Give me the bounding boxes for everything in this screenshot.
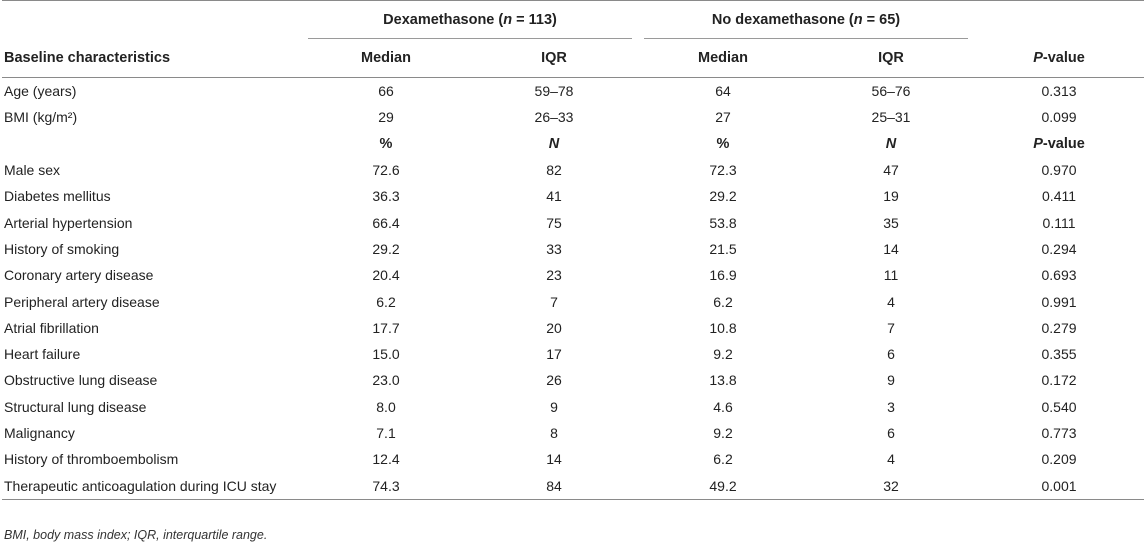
group-header-no-dexamethasone: [638, 1, 974, 40]
empty-header-cell: [974, 1, 1144, 40]
cell-n-1: 7: [550, 293, 558, 310]
cell-p-value: 0.001: [974, 472, 1144, 499]
table-row: [2, 78, 1144, 105]
group-underline: [308, 38, 632, 39]
cell-n-2: 4: [887, 451, 895, 468]
cell-percent-2: 10.8: [709, 319, 737, 336]
cell-p-value: 0.294: [1041, 240, 1077, 257]
table-footnote: BMI, body mass index; IQR, interquartile range.: [4, 528, 268, 542]
cell-median-2: 64: [715, 83, 731, 100]
cell-n-2: 47: [883, 162, 899, 179]
table-row: [2, 315, 1144, 341]
table-row: [2, 236, 1144, 262]
cell-p-value: 0.313: [1041, 83, 1077, 100]
table-row: [2, 104, 1144, 130]
cell-n-2: 9: [887, 372, 895, 389]
cell-n-2: 3: [887, 398, 895, 415]
cell-p-value: 0.355: [1041, 346, 1077, 363]
row-label: Malignancy: [4, 425, 75, 441]
table-row: [2, 367, 1144, 393]
group-header-row: [2, 1, 1144, 40]
table-row: [2, 341, 1144, 367]
cell-n-2: 14: [883, 240, 899, 257]
cell-percent-1: 6.2: [376, 293, 396, 310]
cell-n-2: 32: [808, 472, 974, 499]
cell-percent-1: 29.2: [372, 240, 400, 257]
cell-percent-1: 12.4: [372, 451, 400, 468]
table-row: [2, 183, 1144, 209]
group-count: = 65): [862, 12, 901, 28]
cell-p-value: 0.411: [1042, 188, 1077, 205]
row-label: Diabetes mellitus: [4, 188, 111, 205]
cell-p-value: 0.172: [1041, 372, 1077, 389]
row-label: Arterial hypertension: [4, 214, 133, 231]
cell-n-1: 23: [546, 267, 562, 284]
column-header-median-1: Median: [302, 39, 470, 78]
cell-p-value: 0.991: [1041, 293, 1077, 310]
cell-n-1: 8: [550, 425, 558, 441]
cell-percent-1: 72.6: [372, 162, 400, 179]
cell-percent-2: 6.2: [713, 293, 733, 310]
row-label: Therapeutic anticoagulation during ICU stay: [2, 472, 302, 499]
row-label: Atrial fibrillation: [4, 319, 99, 336]
cell-percent-1: 8.0: [376, 398, 396, 415]
cell-median-2: 27: [715, 109, 731, 126]
cell-n-2: 6: [887, 346, 895, 363]
subheader-p-value: [974, 131, 1144, 157]
p-suffix: -value: [1042, 135, 1085, 152]
cell-n-1: 82: [546, 162, 562, 179]
cell-percent-2: 9.2: [713, 346, 733, 363]
cell-n-1: 9: [550, 398, 558, 415]
cell-p-value: 0.693: [1041, 267, 1077, 284]
table-row: [2, 262, 1144, 288]
row-label: Age (years): [4, 83, 77, 100]
group-count: = 113): [512, 12, 557, 28]
cell-iqr-1: 26–33: [534, 109, 574, 126]
cell-percent-2: 9.2: [713, 425, 733, 441]
subheader-n-1: N: [548, 135, 560, 152]
cell-n-1: 14: [546, 451, 562, 468]
subheader-percent-1: %: [379, 135, 393, 152]
cell-percent-1: 20.4: [372, 267, 400, 284]
cell-p-value: 0.773: [1041, 425, 1077, 441]
cell-n-2: 19: [883, 188, 899, 205]
column-header-characteristics: Baseline characteristics: [2, 39, 302, 78]
cell-n-1: 20: [546, 319, 562, 336]
cell-p-value: 0.099: [1041, 109, 1077, 126]
row-label: Heart failure: [4, 346, 81, 363]
cell-percent-2: 29.2: [709, 188, 737, 205]
cell-n-2: 35: [883, 214, 899, 231]
cell-percent-1: 17.7: [372, 319, 400, 336]
cell-n-1: 26: [546, 372, 562, 389]
cell-p-value: 0.970: [1041, 162, 1077, 179]
column-header-iqr-2: IQR: [808, 39, 974, 78]
cell-percent-1: 74.3: [302, 472, 470, 499]
row-label: History of smoking: [4, 240, 120, 257]
table-row: [2, 394, 1144, 420]
empty-header-cell: [2, 1, 302, 40]
cell-percent-1: 23.0: [372, 372, 400, 389]
row-label: Male sex: [4, 162, 61, 179]
p-symbol: P: [1033, 135, 1043, 152]
cell-percent-2: 53.8: [709, 214, 737, 231]
group-header-dexamethasone: [302, 1, 638, 40]
table-row: [2, 420, 1144, 446]
cell-percent-2: 16.9: [709, 267, 737, 284]
cell-percent-2: 21.5: [709, 240, 737, 257]
group-label: Dexamethasone (: [383, 12, 504, 28]
cell-p-value: 0.111: [1042, 214, 1076, 231]
cell-p-value: 0.540: [1041, 398, 1077, 415]
cell-n-1: 75: [546, 214, 562, 231]
subheader-percent-2: %: [716, 135, 730, 152]
cell-n-1: 84: [470, 472, 638, 499]
group-underline: [644, 38, 968, 39]
cell-percent-1: 15.0: [372, 346, 400, 363]
cell-n-1: 33: [546, 240, 562, 257]
subheader-n-2: N: [885, 135, 897, 152]
cell-median-1: 29: [378, 109, 394, 126]
column-header-median-2: Median: [638, 39, 808, 78]
p-symbol: P: [1033, 50, 1043, 66]
row-label: History of thromboembolism: [4, 451, 179, 468]
column-header-iqr-1: IQR: [470, 39, 638, 78]
subheader-empty: [2, 131, 302, 157]
cell-percent-2: 13.8: [709, 372, 737, 389]
cell-n-1: 17: [546, 346, 562, 363]
row-label: Structural lung disease: [4, 398, 147, 415]
cell-percent-2: 72.3: [709, 162, 737, 179]
p-suffix: -value: [1042, 50, 1085, 66]
cell-n-1: 41: [546, 188, 562, 205]
baseline-characteristics-table: [2, 0, 1144, 500]
cell-percent-1: 66.4: [372, 214, 400, 231]
cell-n-2: 4: [887, 293, 895, 310]
table-row: [2, 472, 1144, 499]
cell-percent-1: 7.1: [376, 425, 396, 441]
cell-percent-2: 49.2: [638, 472, 808, 499]
cell-n-2: 6: [887, 425, 895, 441]
cell-p-value: 0.279: [1041, 319, 1077, 336]
cell-iqr-2: 56–76: [871, 83, 911, 100]
table-row: [2, 446, 1144, 472]
table-row: [2, 209, 1144, 235]
row-label: Coronary artery disease: [4, 267, 154, 284]
group-n-symbol: n: [503, 12, 513, 28]
cell-p-value: 0.209: [1041, 451, 1077, 468]
group-label: No dexamethasone (: [711, 12, 854, 28]
cell-n-2: 11: [883, 267, 899, 284]
row-label: Peripheral artery disease: [4, 293, 160, 310]
table-row: [2, 157, 1144, 183]
group-n-symbol: n: [853, 12, 863, 28]
column-header-p-value: [974, 39, 1144, 78]
column-header-row: [2, 39, 1144, 78]
subheader-row: [2, 131, 1144, 157]
cell-percent-2: 6.2: [713, 451, 733, 468]
cell-percent-1: 36.3: [372, 188, 400, 205]
table-row: [2, 288, 1144, 314]
cell-n-2: 7: [887, 319, 895, 336]
row-label: BMI (kg/m²): [4, 109, 78, 126]
cell-iqr-2: 25–31: [871, 109, 911, 126]
row-label: Obstructive lung disease: [4, 372, 158, 389]
cell-iqr-1: 59–78: [534, 83, 574, 100]
cell-median-1: 66: [378, 83, 394, 100]
cell-percent-2: 4.6: [713, 398, 733, 415]
